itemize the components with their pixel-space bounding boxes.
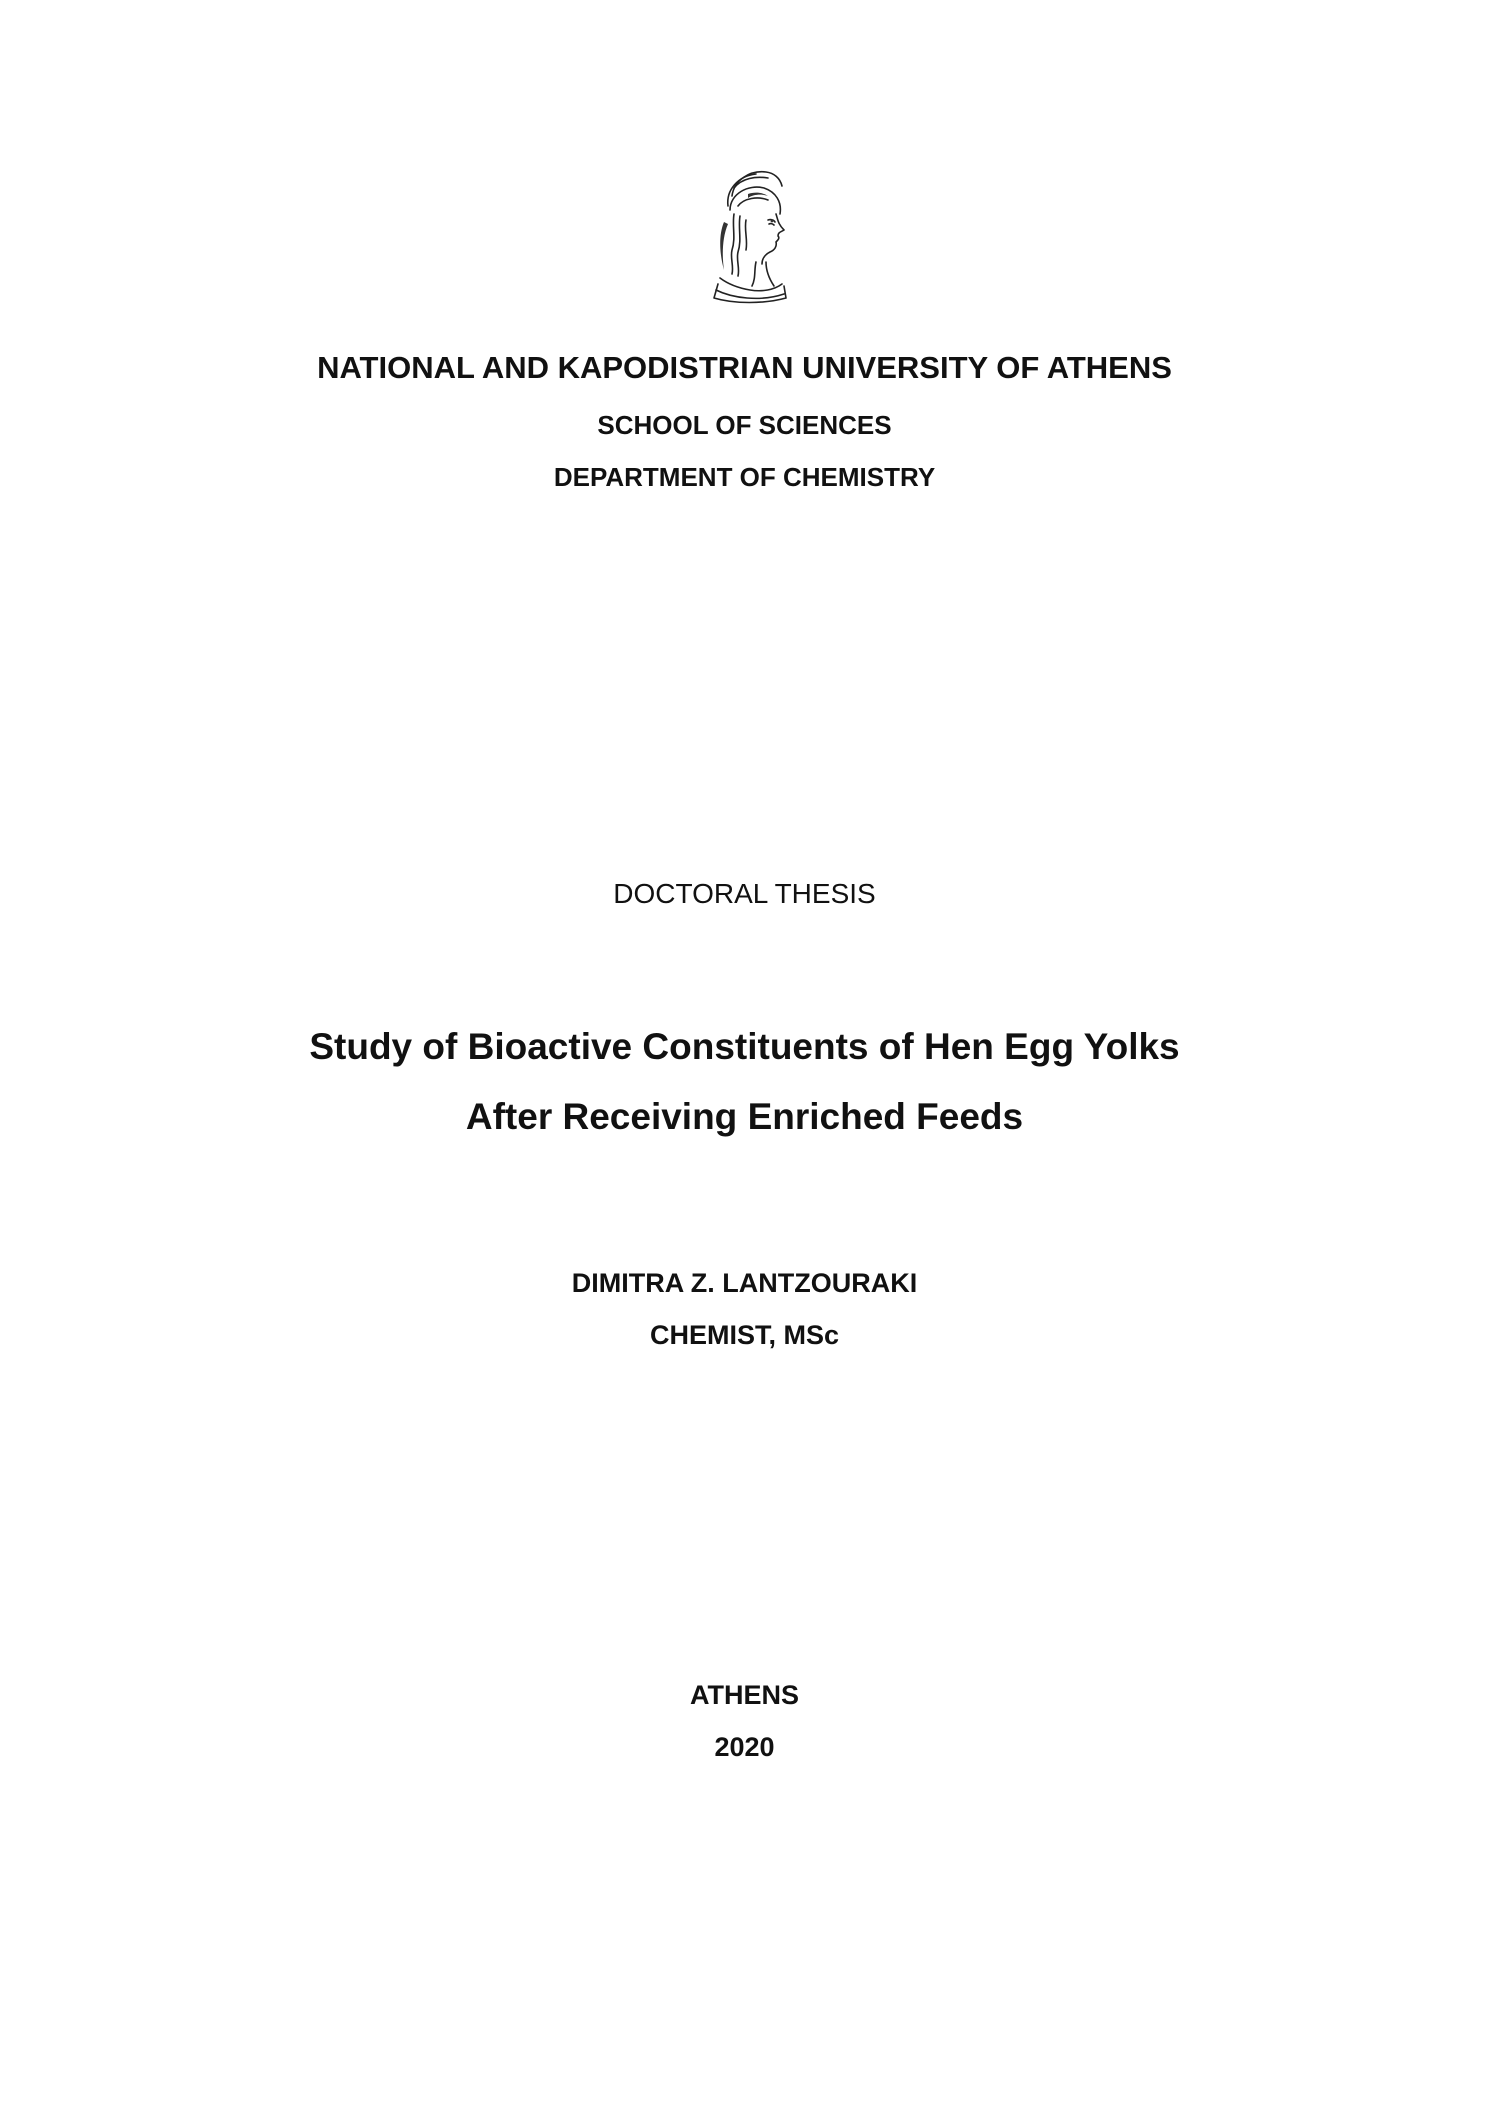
document-type: DOCTORAL THESIS [613, 878, 876, 909]
author-name: DIMITRA Z. LANTZOURAKI [571, 1268, 918, 1298]
thesis-title-line-2: After Receiving Enriched Feeds [465, 1096, 1024, 1137]
university-name: NATIONAL AND KAPODISTRIAN UNIVERSITY OF ATHENS [317, 350, 1172, 385]
thesis-title-line-1: Study of Bioactive Constituents of Hen Egg Yolks [309, 1026, 1180, 1067]
athena-head-emblem-icon [704, 166, 788, 304]
school-name: SCHOOL OF SCIENCES [597, 410, 892, 440]
author-degree: CHEMIST, MSc [649, 1320, 840, 1350]
publication-year: 2020 [714, 1732, 775, 1762]
department-name: DEPARTMENT OF CHEMISTRY [553, 462, 936, 492]
publication-city: ATHENS [689, 1680, 799, 1710]
